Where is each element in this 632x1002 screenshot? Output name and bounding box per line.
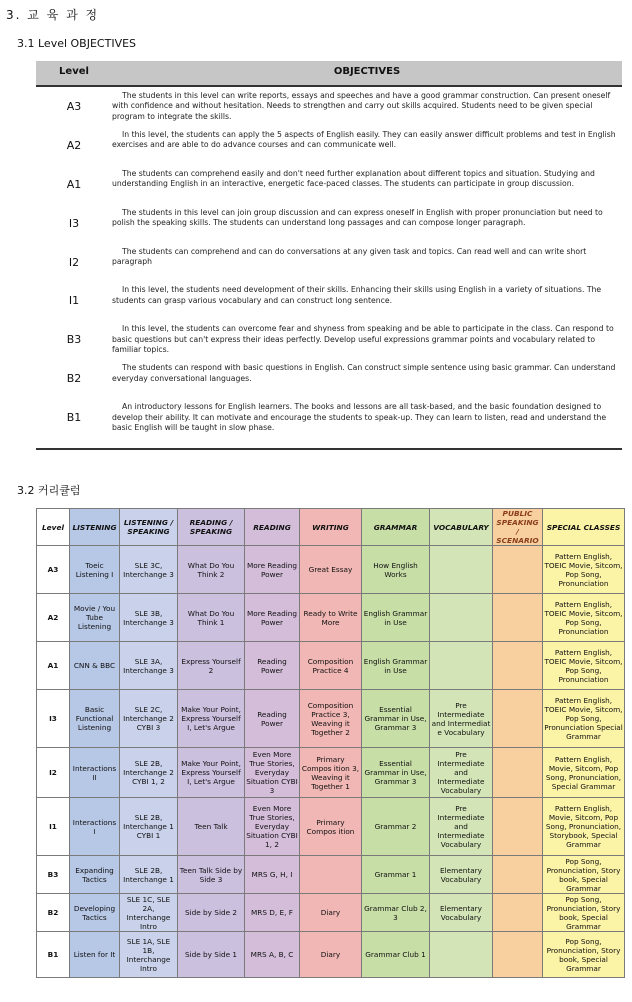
header-listening-speaking: LISTENING / SPEAKING bbox=[120, 509, 178, 546]
objective-text: The students in this level can join group discussion and can express oneself in English with proper pronunciation but need to polish the speaking skills. The students can understand long passages and can compose longer paragraph. bbox=[112, 207, 603, 228]
curriculum-level-cell: B2 bbox=[37, 894, 70, 932]
curriculum-row bbox=[37, 894, 625, 932]
curriculum-cell: Grammar 2 bbox=[362, 798, 430, 856]
curriculum-cell bbox=[430, 546, 493, 594]
curriculum-cell: More Reading Power bbox=[245, 546, 300, 594]
curriculum-cell bbox=[493, 690, 543, 748]
curriculum-cell: Pattern English, TOEIC Movie, Sitcom, Pop Song, Pronunciation bbox=[543, 642, 625, 690]
curriculum-level-cell: A2 bbox=[37, 594, 70, 642]
curriculum-cell: SLE 1A, SLE 1B, Interchange Intro bbox=[120, 932, 178, 978]
section-curriculum-title: 3.2 커리큘럼 bbox=[17, 484, 81, 497]
curriculum-cell: Elementary Vocabulary bbox=[430, 856, 493, 894]
curriculum-cell: Primary Compos ition 3, Weaving it Together 1 bbox=[300, 748, 362, 798]
curriculum-cell: Even More True Stories, Everyday Situation CYBI 1, 2 bbox=[245, 798, 300, 856]
curriculum-header-row bbox=[37, 509, 625, 546]
objectives-table-header bbox=[36, 61, 622, 87]
objective-text: The students can respond with basic questions in English. Can construct simple sentence using basic grammar. Can understand everyday conversational languages. bbox=[112, 363, 616, 383]
curriculum-cell: SLE 2B, Interchange 1 bbox=[120, 856, 178, 894]
curriculum-cell: Reading Power bbox=[245, 690, 300, 748]
curriculum-row bbox=[37, 690, 625, 748]
curriculum-cell bbox=[430, 642, 493, 690]
curriculum-cell: Elementary Vocabulary bbox=[430, 894, 493, 932]
curriculum-cell: Express Yourself 2 bbox=[178, 642, 245, 690]
objective-text: In this level, the students need development of their skills. Enhancing their skills using English in a variety of situations. The students can grasp various vocabulary and can construct long sentence. bbox=[112, 285, 602, 305]
objectives-table bbox=[36, 87, 622, 437]
curriculum-level-cell: I3 bbox=[37, 690, 70, 748]
curriculum-cell: Basic Functional Listening bbox=[70, 690, 120, 748]
curriculum-body bbox=[37, 546, 625, 978]
objective-level: I1 bbox=[68, 294, 80, 308]
header-reading: READING bbox=[245, 509, 300, 546]
objectives-column-header: OBJECTIVES bbox=[333, 66, 401, 77]
curriculum-cell: Pop Song, Pronunciation, Story book, Special Grammar bbox=[543, 932, 625, 978]
curriculum-cell: How English Works bbox=[362, 546, 430, 594]
curriculum-cell: Toeic Listening I bbox=[70, 546, 120, 594]
curriculum-cell: SLE 1C, SLE 2A, Interchange Intro bbox=[120, 894, 178, 932]
curriculum-cell: SLE 2B, Interchange 1 CYBI 1 bbox=[120, 798, 178, 856]
header-vocabulary: VOCABULARY bbox=[430, 509, 493, 546]
curriculum-level-cell: B3 bbox=[37, 856, 70, 894]
curriculum-cell: SLE 3C, Interchange 3 bbox=[120, 546, 178, 594]
objective-row bbox=[36, 165, 622, 204]
header-level: Level bbox=[37, 509, 70, 546]
curriculum-level-cell: A3 bbox=[37, 546, 70, 594]
curriculum-cell: Pattern English, TOEIC Movie, Sitcom, Pop Song, Pronunciation bbox=[543, 594, 625, 642]
curriculum-level-cell: B1 bbox=[37, 932, 70, 978]
curriculum-cell: Essential Grammar in Use, Grammar 3 bbox=[362, 690, 430, 748]
header-public-speaking: PUBLIC SPEAKING / SCENARIO bbox=[493, 509, 543, 546]
objective-level: I2 bbox=[68, 255, 80, 269]
curriculum-cell: English Grammar in Use bbox=[362, 594, 430, 642]
curriculum-cell: Pattern English, TOEIC Movie, Sitcom, Pop Song, Pronunciation bbox=[543, 546, 625, 594]
curriculum-cell: Pre Intermediate and Intermediate Vocabulary bbox=[430, 748, 493, 798]
curriculum-cell: Side by Side 1 bbox=[178, 932, 245, 978]
curriculum-cell: Developing Tactics bbox=[70, 894, 120, 932]
curriculum-cell bbox=[430, 932, 493, 978]
curriculum-cell: What Do You Think 1 bbox=[178, 594, 245, 642]
curriculum-cell bbox=[493, 594, 543, 642]
curriculum-cell bbox=[493, 932, 543, 978]
curriculum-cell: Diary bbox=[300, 894, 362, 932]
curriculum-row bbox=[37, 594, 625, 642]
curriculum-cell: Pattern English, Movie, Sitcom, Pop Song, Pronunciation, Special Grammar bbox=[543, 748, 625, 798]
curriculum-cell: Pattern English, Movie, Sitcom, Pop Song, Pronunciation, Storybook, Special Grammar bbox=[543, 798, 625, 856]
curriculum-cell: CNN & BBC bbox=[70, 642, 120, 690]
curriculum-cell bbox=[493, 546, 543, 594]
page-heading: 3. 교 육 과 정 bbox=[6, 8, 100, 22]
curriculum-cell: Teen Talk Side by Side 3 bbox=[178, 856, 245, 894]
curriculum-cell: Interactions II bbox=[70, 748, 120, 798]
curriculum-cell: Pop Song, Pronunciation, Story book, Special Grammar bbox=[543, 856, 625, 894]
curriculum-cell: Reading Power bbox=[245, 642, 300, 690]
objective-row bbox=[36, 243, 622, 282]
curriculum-cell: Pattern English, TOEIC Movie, Sitcom, Pop Song, Pronunciation Special Grammar bbox=[543, 690, 625, 748]
curriculum-table bbox=[36, 508, 625, 978]
curriculum-cell: Side by Side 2 bbox=[178, 894, 245, 932]
curriculum-cell: Listen for It bbox=[70, 932, 120, 978]
curriculum-cell: Great Essay bbox=[300, 546, 362, 594]
header-listening: LISTENING bbox=[70, 509, 120, 546]
curriculum-cell bbox=[493, 894, 543, 932]
objective-row bbox=[36, 204, 622, 243]
curriculum-cell: SLE 2B, Interchange 2 CYBI 1, 2 bbox=[120, 748, 178, 798]
objective-level: A1 bbox=[66, 177, 82, 191]
curriculum-cell: English Grammar in Use bbox=[362, 642, 430, 690]
curriculum-cell: More Reading Power bbox=[245, 594, 300, 642]
curriculum-cell bbox=[493, 798, 543, 856]
curriculum-cell: Grammar Club 1 bbox=[362, 932, 430, 978]
objective-row bbox=[36, 87, 622, 126]
objective-row bbox=[36, 281, 622, 320]
curriculum-cell: Expanding Tactics bbox=[70, 856, 120, 894]
header-grammar: GRAMMAR bbox=[362, 509, 430, 546]
curriculum-cell: SLE 3B, Interchange 3 bbox=[120, 594, 178, 642]
curriculum-cell: Ready to Write More bbox=[300, 594, 362, 642]
objectives-table-bottom-rule bbox=[36, 448, 622, 450]
curriculum-cell bbox=[493, 642, 543, 690]
curriculum-cell bbox=[430, 594, 493, 642]
curriculum-cell bbox=[300, 856, 362, 894]
curriculum-row bbox=[37, 932, 625, 978]
objective-level: I3 bbox=[68, 216, 80, 230]
curriculum-row bbox=[37, 856, 625, 894]
curriculum-cell: Even More True Stories, Everyday Situation CYBI 3 bbox=[245, 748, 300, 798]
curriculum-cell: Make Your Point, Express Yourself I, Let's Argue bbox=[178, 690, 245, 748]
curriculum-cell: Grammar Club 2, 3 bbox=[362, 894, 430, 932]
curriculum-cell: SLE 3A, Interchange 3 bbox=[120, 642, 178, 690]
curriculum-cell: MRS A, B, C bbox=[245, 932, 300, 978]
curriculum-cell: Composition Practice 4 bbox=[300, 642, 362, 690]
curriculum-cell: Grammar 1 bbox=[362, 856, 430, 894]
objective-row bbox=[36, 320, 622, 359]
curriculum-cell: SLE 2C, Interchange 2 CYBI 3 bbox=[120, 690, 178, 748]
objective-text: An introductory lessons for English learners. The books and lessons are all task-based, and the basic foundation designed to develop their ability. It can motivate and encourage the students to speak-up. They can learn to listen, read and understand the basic English will be taught in slow phase. bbox=[112, 402, 607, 432]
curriculum-level-cell: I2 bbox=[37, 748, 70, 798]
curriculum-cell: Make Your Point, Express Yourself I, Let's Argue bbox=[178, 748, 245, 798]
header-special-classes: SPECIAL CLASSES bbox=[543, 509, 625, 546]
curriculum-cell bbox=[493, 748, 543, 798]
objective-level: B1 bbox=[66, 411, 82, 425]
objective-row bbox=[36, 398, 622, 437]
curriculum-level-cell: I1 bbox=[37, 798, 70, 856]
objective-text: The students can comprehend easily and don't need further explanation about different topics and situation. Studying and understanding English in an interactive, energetic face-paced classes. The students can participate in group discussion. bbox=[112, 168, 595, 189]
curriculum-cell: MRS D, E, F bbox=[245, 894, 300, 932]
curriculum-row bbox=[37, 642, 625, 690]
curriculum-cell: Pre Intermediate and Intermediate Vocabulary bbox=[430, 798, 493, 856]
curriculum-cell: Interactions I bbox=[70, 798, 120, 856]
objective-text: In this level, the students can apply the 5 aspects of English easily. They can easily answer difficult problems and test in English exercises and are able to do advance courses and can communicate well. bbox=[112, 129, 616, 150]
curriculum-row bbox=[37, 748, 625, 798]
objective-text: In this level, the students can overcome fear and shyness from speaking and be able to participate in the class. Can respond to basic questions but can't express their ideas perfectly. Develop useful expressions grammar points and vocabulary related to familiar topics. bbox=[112, 324, 614, 355]
objective-row bbox=[36, 359, 622, 398]
objective-text: The students can comprehend and can do conversations at any given task and topics. Can read well and can write short paragraph bbox=[112, 246, 587, 266]
objective-level: A3 bbox=[66, 100, 82, 113]
curriculum-cell: Diary bbox=[300, 932, 362, 978]
curriculum-cell: MRS G, H, I bbox=[245, 856, 300, 894]
objective-level: A2 bbox=[66, 138, 82, 152]
objective-row bbox=[36, 126, 622, 165]
section-objectives-title: 3.1 Level OBJECTIVES bbox=[17, 37, 137, 50]
curriculum-row bbox=[37, 546, 625, 594]
curriculum-row bbox=[37, 798, 625, 856]
curriculum-cell: Primary Compos ition bbox=[300, 798, 362, 856]
curriculum-level-cell: A1 bbox=[37, 642, 70, 690]
objective-level: B2 bbox=[66, 372, 82, 386]
curriculum-cell: Pop Song, Pronunciation, Story book, Special Grammar bbox=[543, 894, 625, 932]
curriculum-cell: Teen Talk bbox=[178, 798, 245, 856]
curriculum-cell: Movie / You Tube Listening bbox=[70, 594, 120, 642]
header-writing: WRITING bbox=[300, 509, 362, 546]
curriculum-cell bbox=[493, 856, 543, 894]
curriculum-cell: What Do You Think 2 bbox=[178, 546, 245, 594]
curriculum-cell: Pre Intermediate and Intermediat e Vocabulary bbox=[430, 690, 493, 748]
level-column-header: Level bbox=[59, 66, 89, 77]
header-reading-speaking: READING / SPEAKING bbox=[178, 509, 245, 546]
curriculum-cell: Essential Grammar in Use, Grammar 3 bbox=[362, 748, 430, 798]
objective-level: B3 bbox=[66, 333, 82, 347]
curriculum-cell: Composition Practice 3, Weaving it Together 2 bbox=[300, 690, 362, 748]
objective-text: The students in this level can write reports, essays and speeches and have a good grammar construction. Can present oneself with confidence and without hesitation. Needs to strengthen and carry out skills acquired. Students need to be given special program to integrate the skills. bbox=[112, 91, 611, 121]
